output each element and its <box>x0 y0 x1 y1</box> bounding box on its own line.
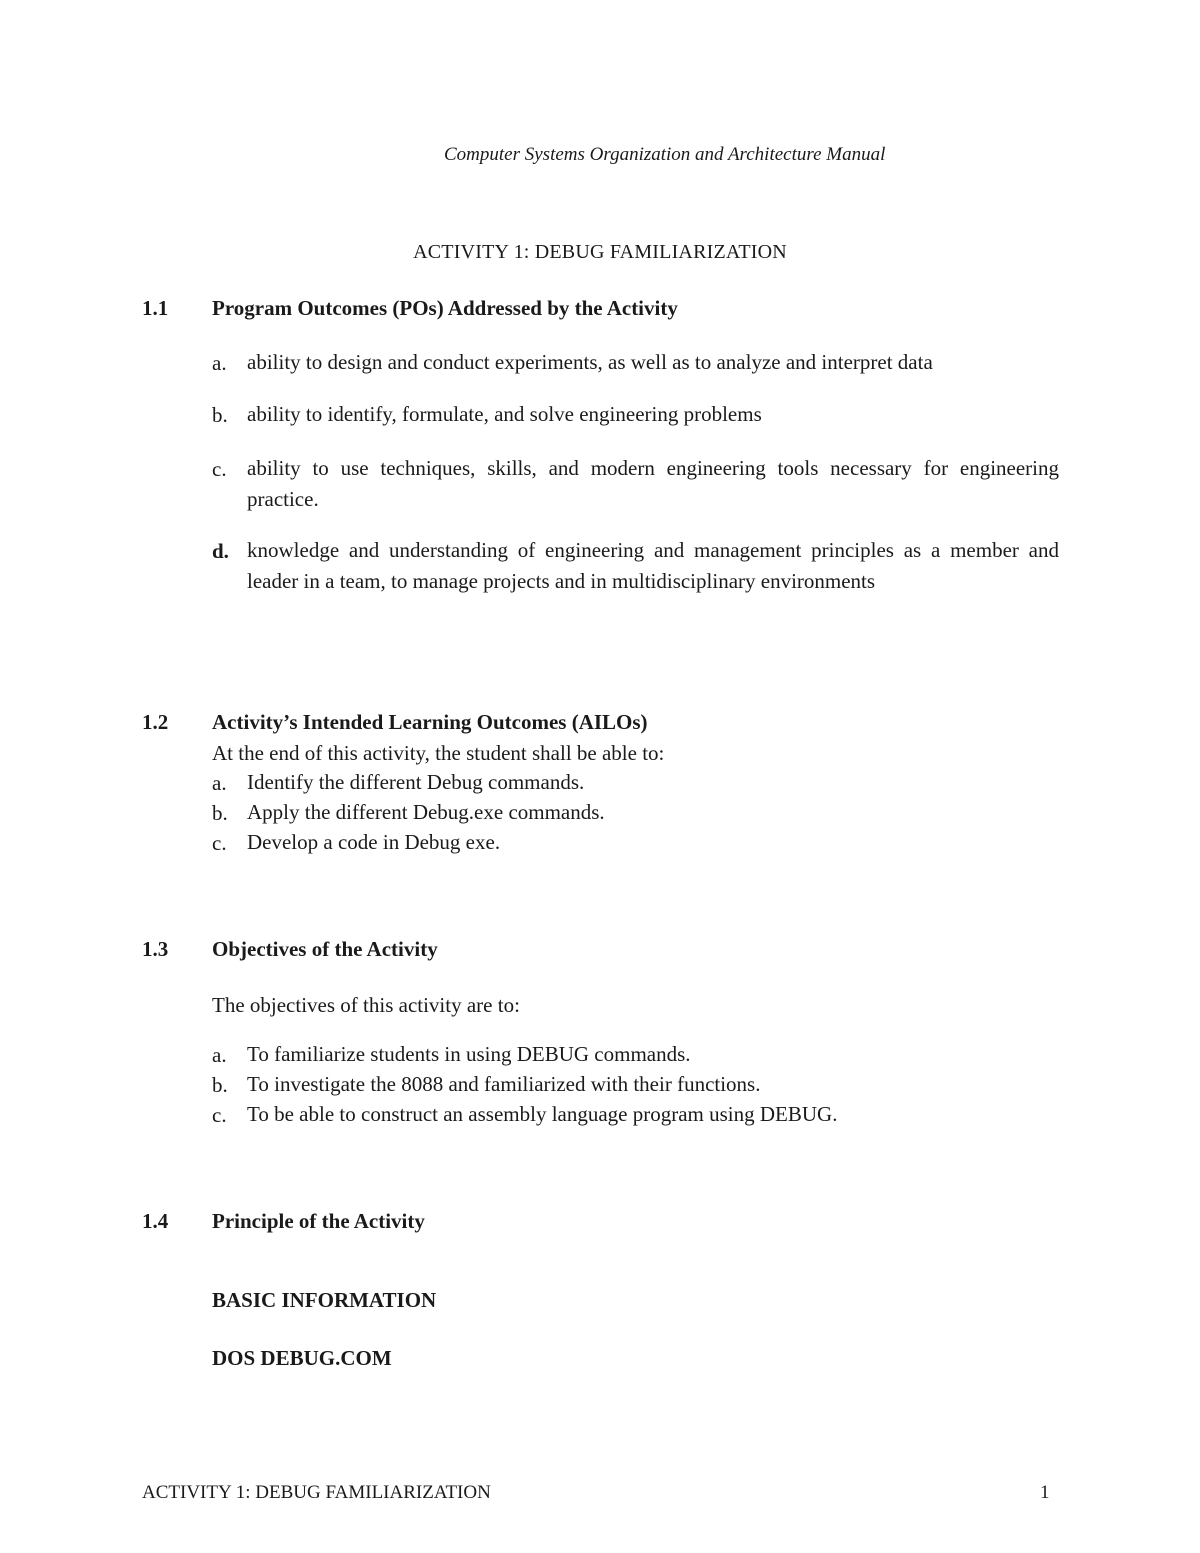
section-number-1-4: 1.4 <box>142 1209 169 1233</box>
section-number-1-3: 1.3 <box>142 937 169 961</box>
section-title-1-1: Program Outcomes (POs) Addressed by the Activity <box>212 296 678 320</box>
footer-title: ACTIVITY 1: DEBUG FAMILIARIZATION <box>142 1482 491 1503</box>
section-title-1-2: Activity’s Intended Learning Outcomes (AILOs) <box>212 710 648 734</box>
section-title-1-3: Objectives of the Activity <box>212 937 438 961</box>
list-marker: b. <box>212 801 228 825</box>
list-item-text: Develop a code in Debug exe. <box>247 830 501 854</box>
list-item-text: knowledge and understanding of engineering and management principles as a member and leader in a team, to manage projects and in multidisciplinary environments <box>247 538 1059 593</box>
list-marker: c. <box>212 1103 227 1127</box>
list-item-text: To be able to construct an assembly language program using DEBUG. <box>247 1102 838 1126</box>
list-item-text: Apply the different Debug.exe commands. <box>247 800 605 824</box>
list-marker: d. <box>212 539 229 563</box>
list-item-text: To familiarize students in using DEBUG commands. <box>247 1042 691 1066</box>
list-marker: c. <box>212 457 227 481</box>
list-item-text: ability to use techniques, skills, and modern engineering tools necessary for engineering practice. <box>247 456 1059 511</box>
section-title-1-4: Principle of the Activity <box>212 1209 425 1233</box>
list-item-text: Identify the different Debug commands. <box>247 770 585 794</box>
list-marker: b. <box>212 403 228 427</box>
list-item-text: ability to design and conduct experiments, as well as to analyze and interpret data <box>247 350 933 374</box>
list-marker: a. <box>212 1043 227 1067</box>
list-item-text: ability to identify, formulate, and solve engineering problems <box>247 402 762 426</box>
subheading-basic-information: BASIC INFORMATION <box>212 1288 437 1312</box>
running-header: Computer Systems Organization and Architecture Manual <box>444 144 886 165</box>
page-number: 1 <box>1040 1482 1050 1503</box>
list-item-text: To investigate the 8088 and familiarized with their functions. <box>247 1072 761 1096</box>
list-marker: a. <box>212 351 227 375</box>
subheading-dos-debug-com: DOS DEBUG.COM <box>212 1346 392 1370</box>
section-intro: The objectives of this activity are to: <box>212 993 520 1017</box>
list-marker: b. <box>212 1073 228 1097</box>
section-number-1-1: 1.1 <box>142 296 169 320</box>
list-marker: a. <box>212 771 227 795</box>
list-marker: c. <box>212 831 227 855</box>
section-number-1-2: 1.2 <box>142 710 169 734</box>
document-title: ACTIVITY 1: DEBUG FAMILIARIZATION <box>413 241 787 263</box>
section-intro: At the end of this activity, the student shall be able to: <box>212 741 665 765</box>
